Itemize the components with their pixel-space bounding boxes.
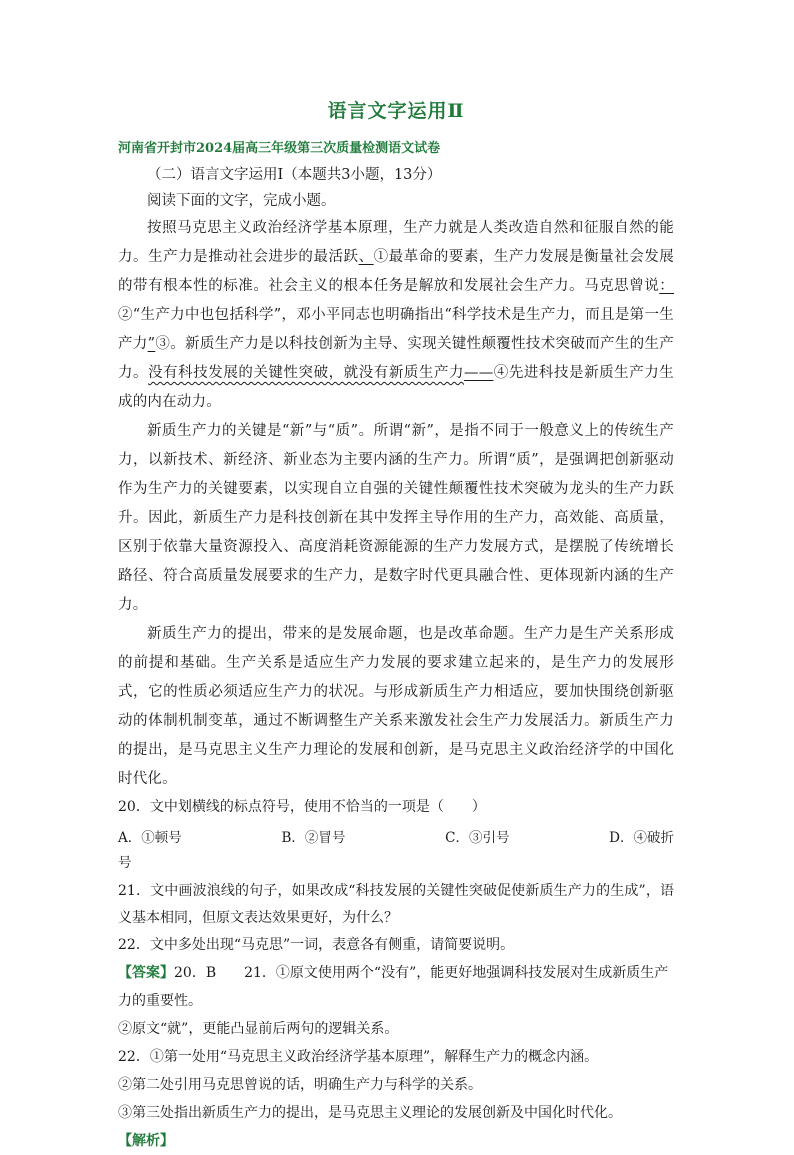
analysis-line [118, 1127, 674, 1155]
passage-text: ①最革命的要素，生产力发展是衡量社会发展的带有根本性的标准。社会主义的根本任务是解放和发展社会生产力。马克思曾说 [118, 249, 675, 294]
option-d-tail: 号 [118, 855, 132, 871]
passage-paragraph-3: 新质生产力的提出，带来的是发展命题，也是改革命题。生产力是生产关系形成的前提和基础。生产关系是适应生产力发展的要求建立起来的，是生产力的发展形式，它的性质必须适应生产力的状况。与形成新质生产力相适应，要加快围绕创新驱动的体制机制变革，通过不断调整生产关系来激发社会生产力发展活力。新质生产力的提出，是马克思主义生产力理论的发展和创新，是马克思主义政治经济学的中国化时代化。 [118, 626, 674, 787]
answer-line-2: ②原文“就”，更能凸显前后两句的逻辑关系。 [118, 1021, 399, 1037]
section-heading: （二）语言文字运用Ⅰ（本题共3小题，13分） [147, 167, 442, 183]
analysis-label: 【解析】 [118, 1133, 174, 1149]
underlined-mark-4: —— [464, 365, 494, 381]
question-20-options [118, 825, 674, 852]
option-a: A．①顿号 [118, 830, 182, 846]
answer-line-3: 22．①第一处用“马克思主义政治经济学基本原理”，解释生产力的概念内涵。 [118, 1049, 599, 1065]
question-20: 20．文中划横线的标点符号，使用不恰当的一项是（ ） [118, 799, 486, 815]
passage-paragraph-1 [118, 214, 674, 417]
exam-source: 河南省开封市2024届高三年级第三次质量检测语文试卷 [118, 141, 441, 156]
answer-line-4: ②第二处引用马克思曾说的话，明确生产力与科学的关系。 [118, 1077, 482, 1093]
option-b: B．②冒号 [281, 830, 346, 846]
page-title: 语言文字运用Ⅱ [327, 100, 465, 122]
passage-text: 按照马克思主义政治经济学基本原理，生产力就是人类改造自然和征服自然的能力。生产力是推动社会进步的最活跃 [118, 220, 674, 265]
instruction: 阅读下面的文字，完成小题。 [147, 193, 336, 209]
answer-label: 【答案】 [118, 965, 174, 981]
document-page [118, 96, 674, 1155]
option-d: D．④破折 [609, 830, 674, 846]
answer-line-5: ③第三处指出新质生产力的提出，是马克思主义理论的发展创新及中国化时代化。 [118, 1105, 622, 1121]
question-22: 22．文中多处出现“马克思”一词，表意各有侧重，请简要说明。 [118, 937, 515, 953]
passage-text: ③。新质生产力是以科技创新为主导、实现关键性颠覆性技术突破而产生的生产力。 [118, 336, 675, 381]
answer-line-1 [118, 959, 674, 1015]
question-21: 21．文中画波浪线的句子，如果改成“科技发展的关键性突破促使新质生产力的生成”，语义基本相同，但原文表达效果更好，为什么？ [118, 883, 674, 926]
underlined-mark-2: ： [659, 278, 674, 294]
option-c: C．③引号 [445, 830, 510, 846]
underlined-mark-3: ” [147, 336, 156, 352]
passage-text: ④先进科技是新质生产力生成的内在动力。 [118, 365, 674, 410]
wavy-underlined-sentence: 没有科技发展的关键性突破，就没有新质生产力 [148, 365, 465, 381]
passage-text: ②“生产力中也包括科学”，邓小平同志也明确指出“科学技术是生产力，而且是第一生产力 [118, 307, 674, 352]
underlined-mark-1: 、 [358, 249, 374, 265]
passage-paragraph-2: 新质生产力的关键是“新”与“质”。所谓“新”，是指不同于一般意义上的传统生产力，以新技术、新经济、新业态为主要内涵的生产力。所谓“质”，是强调把创新驱动作为生产力的关键要素，以实现自立自强的关键性颠覆性技术突破为龙头的生产力跃升。因此，新质生产力是科技创新在其中发挥主导作用的生产力，高效能、高质量，区别于依靠大量资源投入、高度消耗资源能源的生产力发展方式，是摆脱了传统增长路径、符合高质量发展要求的生产力，是数字时代更具融合性、更体现新内涵的生产力。 [118, 423, 674, 613]
answer-text: 20．B 21．①原文使用两个“没有”，能更好地强调科技发展对生成新质生产力的重要性。 [118, 965, 669, 1009]
